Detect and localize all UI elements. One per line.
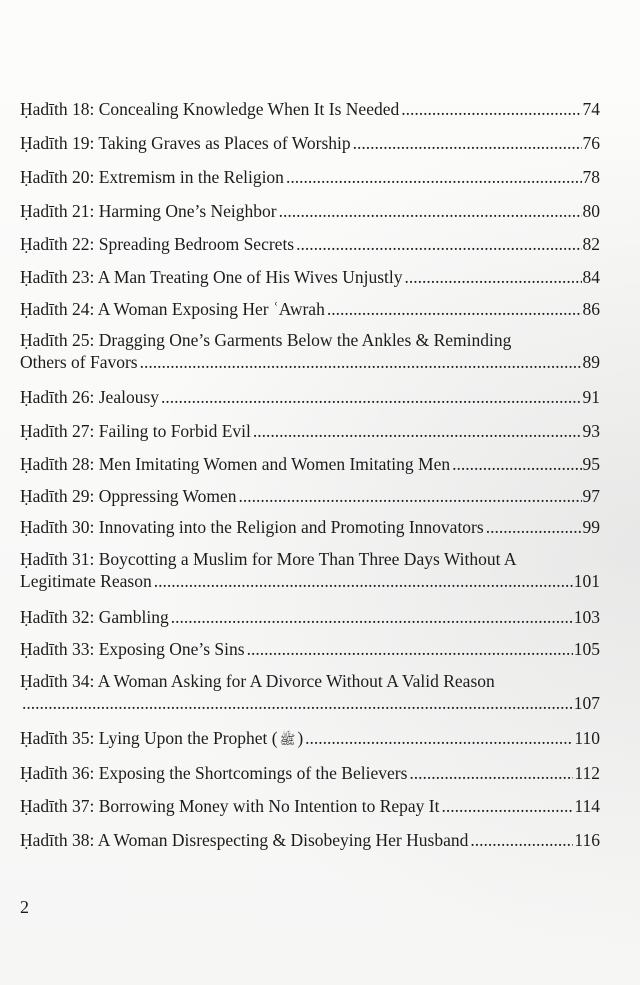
dot-leader	[405, 266, 582, 288]
dot-leader	[305, 727, 573, 749]
toc-title: Ḥadīth 38: A Woman Disrespecting & Disobeying Her Husband	[20, 830, 469, 850]
toc-entry	[20, 606, 600, 628]
salawat-honorific-icon: ﷺ	[279, 733, 296, 748]
toc-entry	[20, 638, 600, 660]
toc-title: Ḥadīth 26: Jealousy	[20, 387, 160, 407]
toc-page-number: 99	[582, 517, 600, 537]
toc-page-number: 86	[582, 299, 600, 319]
toc-page-number: 110	[574, 728, 600, 748]
toc-entry	[20, 266, 600, 288]
toc-title: Ḥadīth 28: Men Imitating Women and Women Imitating Men	[20, 454, 451, 474]
toc-title	[20, 727, 305, 752]
toc-title: Ḥadīth 24: A Woman Exposing Her ʿAwrah	[20, 299, 325, 319]
toc-title: Ḥadīth 36: Exposing the Shortcomings of the Believers	[20, 763, 408, 783]
dot-leader	[22, 692, 573, 714]
toc-title-line-1: Ḥadīth 25: Dragging One’s Garments Below the Ankles & Reminding	[20, 330, 512, 350]
toc-entry	[20, 420, 600, 442]
toc-entry	[20, 727, 600, 752]
toc-entry	[20, 762, 600, 784]
toc-entry	[20, 453, 600, 475]
toc-title-line-1: Ḥadīth 34: A Woman Asking for A Divorce Without A Valid Reason	[20, 671, 495, 691]
toc-entry	[20, 132, 600, 154]
toc-page-number: 84	[582, 267, 600, 287]
toc-entry	[20, 795, 600, 817]
toc-title: Ḥadīth 27: Failing to Forbid Evil	[20, 421, 251, 441]
toc-entry	[20, 200, 600, 222]
dot-leader	[286, 166, 582, 188]
dot-leader	[470, 829, 573, 851]
toc-entry	[20, 829, 600, 851]
toc-entry	[20, 386, 600, 408]
page-number-footer: 2	[20, 897, 29, 917]
dot-leader	[247, 638, 573, 660]
toc-page-number: 103	[573, 607, 600, 627]
toc-title: Ḥadīth 18: Concealing Knowledge When It Is Needed	[20, 99, 400, 119]
dot-leader	[441, 795, 573, 817]
toc-title: Ḥadīth 29: Oppressing Women	[20, 486, 237, 506]
toc-page-number: 82	[582, 234, 600, 254]
dot-leader	[452, 453, 581, 475]
toc-page-number: 91	[582, 387, 600, 407]
toc-entry	[20, 516, 600, 538]
toc-page-number: 80	[582, 201, 600, 221]
toc-title-line-2: Others of Favors	[20, 352, 138, 372]
dot-leader	[279, 200, 582, 222]
toc-entry	[20, 98, 600, 120]
dot-leader	[171, 606, 573, 628]
dot-leader	[296, 233, 581, 255]
dot-leader	[353, 132, 582, 154]
toc-page-number: 105	[573, 639, 600, 659]
toc-title: Ḥadīth 22: Spreading Bedroom Secrets	[20, 234, 295, 254]
toc-title-line-2: Legitimate Reason	[20, 571, 152, 591]
dot-leader	[161, 386, 581, 408]
toc-entry	[20, 233, 600, 255]
toc-page-number: 95	[582, 454, 600, 474]
dot-leader	[253, 420, 582, 442]
toc-title: Ḥadīth 23: A Man Treating One of His Wives Unjustly	[20, 267, 403, 287]
dot-leader	[140, 351, 582, 373]
dot-leader	[154, 570, 573, 592]
toc-title: Ḥadīth 32: Gambling	[20, 607, 169, 627]
toc-page-number: 93	[582, 421, 600, 441]
toc-page-number: 89	[582, 352, 600, 372]
toc-title-text: Ḥadīth 35: Lying Upon the Prophet (	[20, 728, 278, 748]
toc-title: Ḥadīth 20: Extremism in the Religion	[20, 167, 284, 187]
toc-entry	[20, 166, 600, 188]
toc-entry	[20, 670, 600, 714]
toc-page-number: 114	[574, 796, 600, 816]
toc-page-number: 116	[574, 830, 600, 850]
toc-title-close: )	[297, 728, 304, 748]
dot-leader	[409, 762, 573, 784]
toc-page-number: 112	[574, 763, 600, 783]
toc-page-number: 97	[582, 486, 600, 506]
toc-entry	[20, 329, 600, 373]
dot-leader	[401, 98, 581, 120]
dot-leader	[239, 485, 582, 507]
toc-title: Ḥadīth 37: Borrowing Money with No Intention to Repay It	[20, 796, 440, 816]
dot-leader	[327, 298, 582, 320]
toc-title: Ḥadīth 19: Taking Graves as Places of Worship	[20, 133, 351, 153]
toc-page-number: 107	[573, 693, 600, 713]
toc-entry	[20, 485, 600, 507]
toc-entry	[20, 548, 600, 592]
toc-page-number: 74	[582, 99, 600, 119]
dot-leader	[486, 516, 582, 538]
toc-title-line-1: Ḥadīth 31: Boycotting a Muslim for More Than Three Days Without A	[20, 549, 517, 569]
toc-title: Ḥadīth 33: Exposing One’s Sins	[20, 639, 245, 659]
toc-page-number: 101	[573, 571, 600, 591]
toc-title: Ḥadīth 21: Harming One’s Neighbor	[20, 201, 277, 221]
toc-page-number: 78	[582, 167, 600, 187]
toc-entry	[20, 298, 600, 320]
toc-title: Ḥadīth 30: Innovating into the Religion and Promoting Innovators	[20, 517, 484, 537]
toc-page-number: 76	[582, 133, 600, 153]
